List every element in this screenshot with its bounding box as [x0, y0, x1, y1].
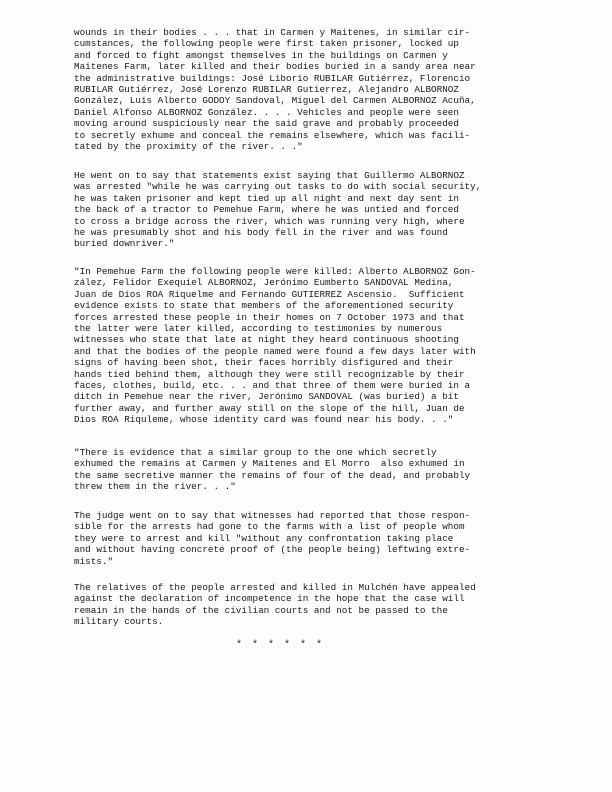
end-asterisks: * * * * * * — [236, 640, 325, 651]
paragraph-pemehue-farm: "In Pemehue Farm the following people were killed: Alberto ALBORNOZ Gon- zález, Felidor Exequiel ALBORNOZ, Jerónimo Eumberto SANDOVAL Medina, Juan de Dios ROA Riquelme and Fernando GUTIERREZ Ascensio. Sufficient evidence exists to state that members of the aforementioned security forces arrested these people in their homes on 7 October 1973 and that the latter were later killed, according to testimonies by numerous witnesses who state that late at night they heard continuous shooting and that the bodies of the people named were found a few days later with signs of having been shot, their faces horribly disfigured and their hands tied behind them, although they were still recognizable by their faces, clothes, build, etc. . . and that three of them were buried in a ditch in Pemehue near the river, Jerónimo SANDOVAL (was buried) a bit further away, and further away still on the slope of the hill, Juan de Dios ROA Riquleme, whose identity card was found near his body. . ." — [74, 266, 476, 426]
paragraph-judge-witnesses: The judge went on to say that witnesses had reported that those respon- sible for the arrests had gone to the farms with a list of people whom they were to arrest and kill "without any confrontation taking place and without having concrete proof of (the people being) leftwing extre- mists." — [74, 510, 471, 567]
paragraph-secret-exhumation: "There is evidence that a similar group to the one which secretly exhumed the remains at Carmen y Maitenes and El Morro also exhumed in the same secretive manner the remains of four of the dead, and probably threw them in the river. . ." — [74, 447, 471, 493]
paragraph-grave-exhumation: wounds in their bodies . . . that in Carmen y Maitenes, in similar cir- cumstances, the following people were first taken prisoner, locked up and forced to fight amongst themselves in the buildings on Carmen y Maitenes Farm, later killed and their bodies buried in a sandy area near the administrative buildings: José Liborio RUBILAR Gutiérrez, Florencio RUBILAR Gutiérrez, José Lorenzo RUBILAR Gutierrez, Alejandro ALBORNOZ González, Luis Alberto GODOY Sandoval, Miguel del Carmen ALBORNOZ Acuña, Daniel Alfonso ALBORNOZ González. . . . Vehicles and people were seen moving around suspiciously near the said grave and probably proceeded to secretly exhume and conceal the remains elsewhere, which was facili- tated by the proximity of the river. . ." — [74, 27, 476, 153]
paragraph-guillermo-albornoz: He went on to say that statements exist saying that Guillermo ALBORNOZ was arrested "while he was carrying out tasks to do with social security, he was taken prisoner and kept tied up all night and next day sent in the back of a tractor to Pemehue Farm, where he was untied and forced to cross a bridge across the river, which was running very high, where he was presumably shot and his body fell in the river and was found buried downriver." — [74, 170, 482, 250]
paragraph-relatives-appeal: The relatives of the people arrested and killed in Mulchén have appealed against the declaration of incompetence in the hope that the case will remain in the hands of the civilian courts and not be passed to the military courts. — [74, 582, 476, 628]
